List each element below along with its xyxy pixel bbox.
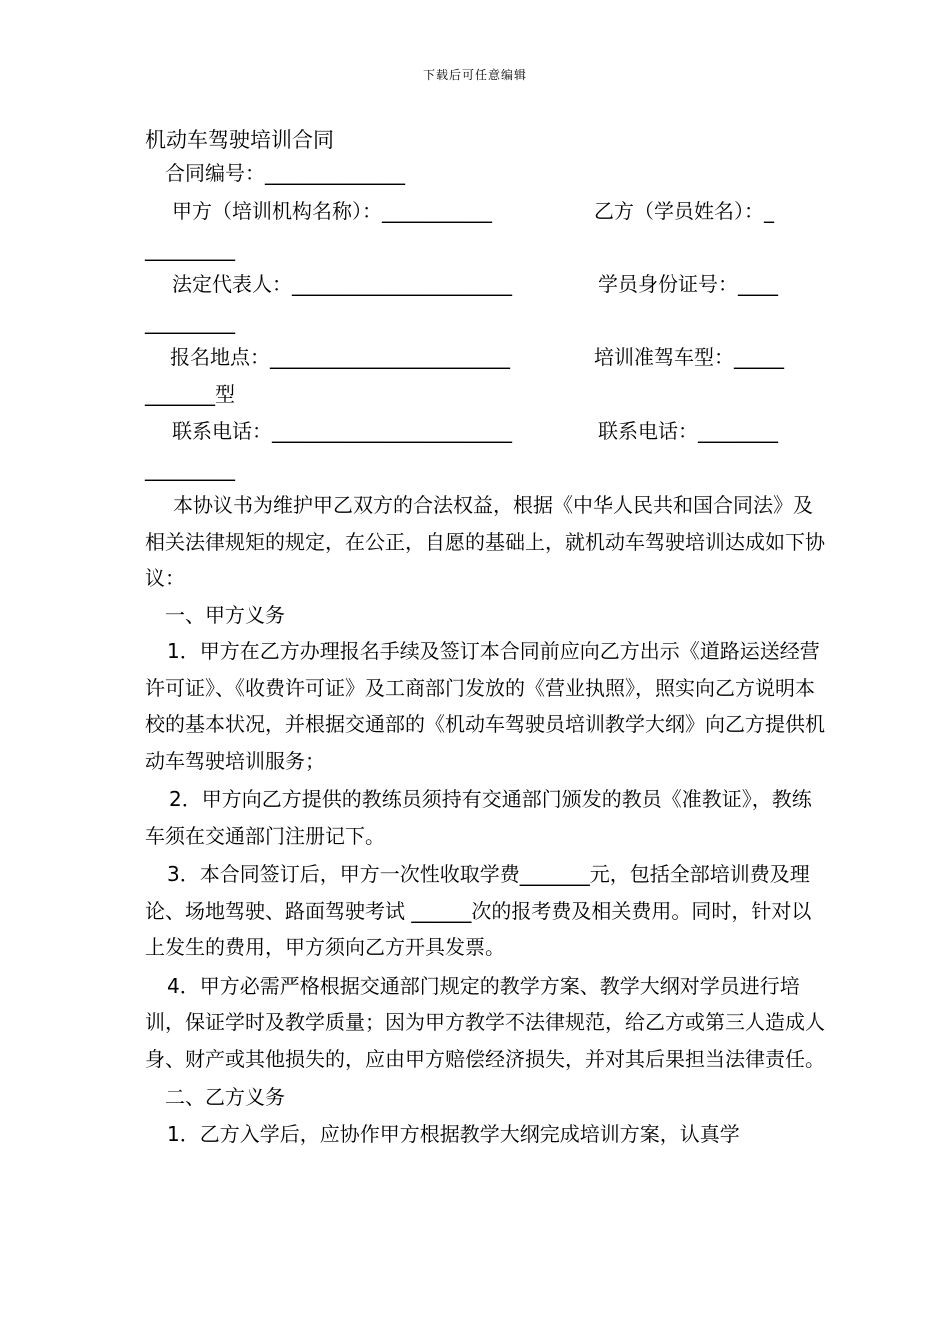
party-b-field: 乙方（学员姓名）：_ [594, 199, 774, 223]
contract-number-field: 合同编号：______________ [165, 161, 405, 185]
phone-b-field-cont: _________ [145, 457, 235, 481]
section1-heading: 一、甲方义务 [165, 602, 285, 627]
party-a-field: 甲方（培训机构名称）：___________ [172, 199, 492, 223]
vehicle-type-field: 培训准驾车型：_____ [594, 345, 784, 369]
student-id-field: 学员身份证号：____ [598, 272, 778, 296]
phone-b-field: 联系电话：________ [598, 419, 778, 443]
intro-paragraph: 本协议书为维护甲乙双方的合法权益，根据《中华人民共和国合同法》及相关法律规矩的规定，在公正，自愿的基础上，就机动车驾驶培训达成如下协议： [145, 493, 825, 590]
header-note: 下载后可任意编辑 [422, 68, 527, 82]
document-title: 机动车驾驶培训合同 [145, 128, 334, 152]
contract-body [145, 487, 825, 1152]
section2-heading: 二、乙方义务 [165, 1085, 285, 1109]
registration-place-field: 报名地点：________________________ [170, 345, 510, 369]
legal-rep-field: 法定代表人：______________________ [172, 272, 512, 296]
student-id-field-cont: _________ [145, 310, 235, 334]
section2-item: 1．乙方入学后，应协作甲方根据教学大纲完成培训方案，认真学 [167, 1121, 740, 1146]
section1-item: 2．甲方向乙方提供的教练员须持有交通部门颁发的教员《准教证》，教练车须在交通部门注册记下。 [145, 787, 812, 848]
phone-a-field: 联系电话：________________________ [172, 419, 512, 443]
section1-item: 1．甲方在乙方办理报名手续及签订本合同前应向乙方出示《道路运送经营许可证》、《收费许可证》及工商部门发放的《营业执照》，照实向乙方说明本校的基本状况，并根据交通部的《机动车驾驶员培训教学大纲》向乙方提供机动车驾驶培训服务； [145, 639, 825, 773]
party-b-field-cont: _________ [145, 237, 235, 261]
section1-item: 3．本合同签订后，甲方一次性收取学费_______元，包括全部培训费及理论、场地驾驶、路面驾驶考试 ______次的报考费及相关费用。同时，针对以上发生的费用，甲方须向乙方开具发票。 [145, 862, 812, 959]
vehicle-type-field-cont: _______型 [145, 382, 235, 406]
section1-item: 4．甲方必需严格根据交通部门规定的教学方案、教学大纲对学员进行培训，保证学时及教学质量；因为甲方教学不法律规范，给乙方或第三人造成人身、财产或其他损失的，应由甲方赔偿经济损失，并对其后果担当法律责任。 [145, 973, 825, 1071]
